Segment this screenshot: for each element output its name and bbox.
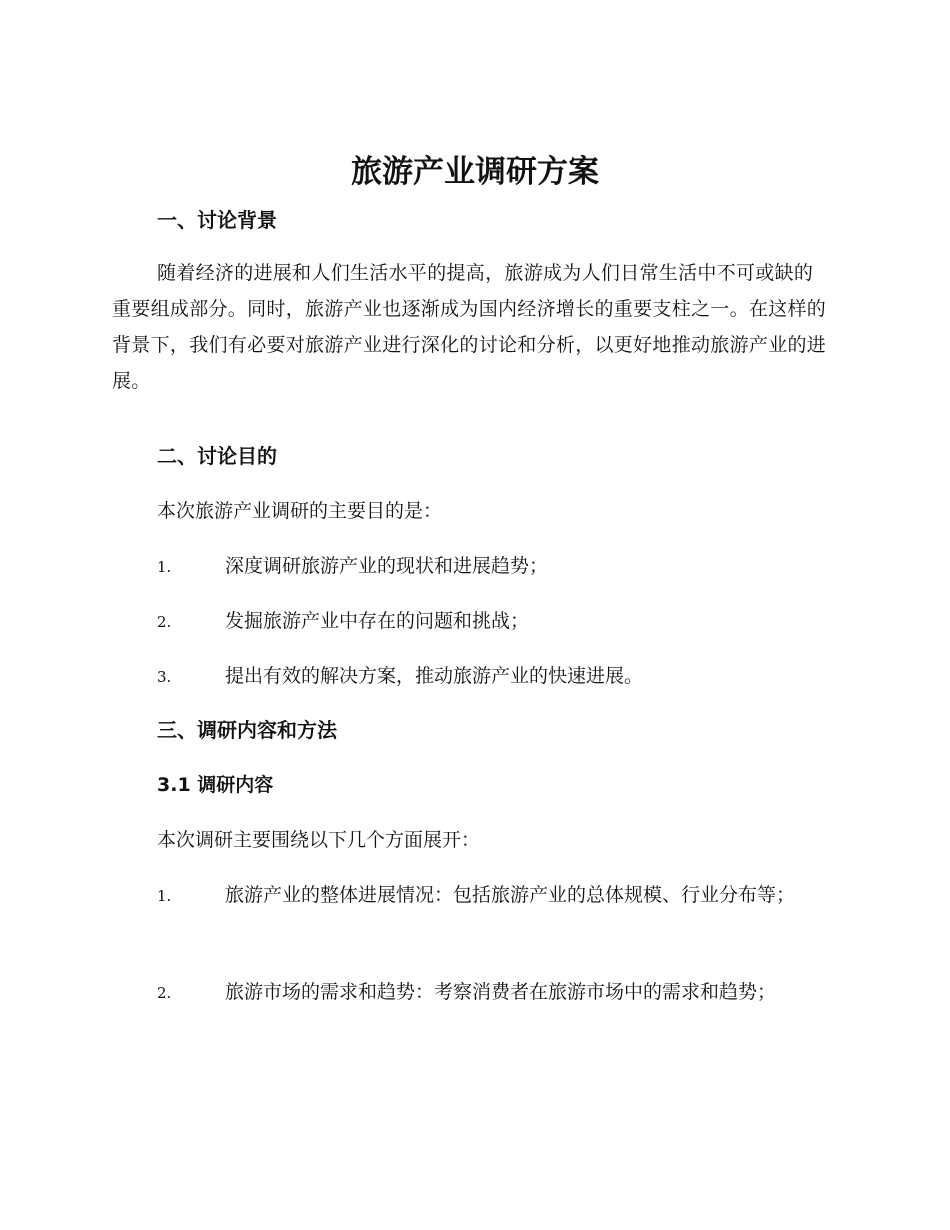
section-heading-background: 一、讨论背景 — [157, 208, 277, 232]
purpose-list-item — [157, 654, 832, 699]
background-paragraph: 随着经济的进展和人们生活水平的提高，旅游成为人们日常生活中不可或缺的重要组成部分。同时，旅游产业也逐渐成为国内经济增长的重要支柱之一。在这样的背景下，我们有必要对旅游产业进行深化的讨论和分析，以更好地推动旅游产业的进展。 — [112, 262, 827, 392]
list-item-text: 深度调研旅游产业的现状和进展趋势； — [225, 555, 549, 577]
list-number: 1. — [157, 887, 172, 905]
purpose-intro: 本次旅游产业调研的主要目的是： — [157, 500, 443, 522]
list-item-text: 发掘旅游产业中存在的问题和挑战； — [225, 610, 530, 632]
content-list-item — [112, 970, 832, 1015]
section-heading-purpose: 二、讨论目的 — [157, 444, 277, 468]
list-item-text: 旅游市场的需求和趋势：考察消费者在旅游市场中的需求和趋势； — [225, 981, 777, 1003]
list-item-text: 提出有效的解决方案，推动旅游产业的快速进展。 — [225, 665, 644, 687]
list-item-text: 旅游产业的整体进展情况：包括旅游产业的总体规模、行业分布等； — [225, 884, 796, 906]
list-number: 2. — [157, 984, 172, 1002]
list-number: 1. — [157, 558, 172, 576]
section-heading-content-method: 三、调研内容和方法 — [157, 718, 337, 742]
purpose-list-item — [157, 544, 832, 589]
list-number: 2. — [157, 613, 172, 631]
subsection-heading-content: 3.1 调研内容 — [157, 774, 274, 796]
content-list-item — [112, 873, 832, 918]
document-title: 旅游产业调研方案 — [351, 154, 599, 190]
list-number: 3. — [157, 668, 172, 686]
purpose-list-item — [157, 599, 832, 644]
content-intro: 本次调研主要围绕以下几个方面展开： — [157, 829, 481, 851]
